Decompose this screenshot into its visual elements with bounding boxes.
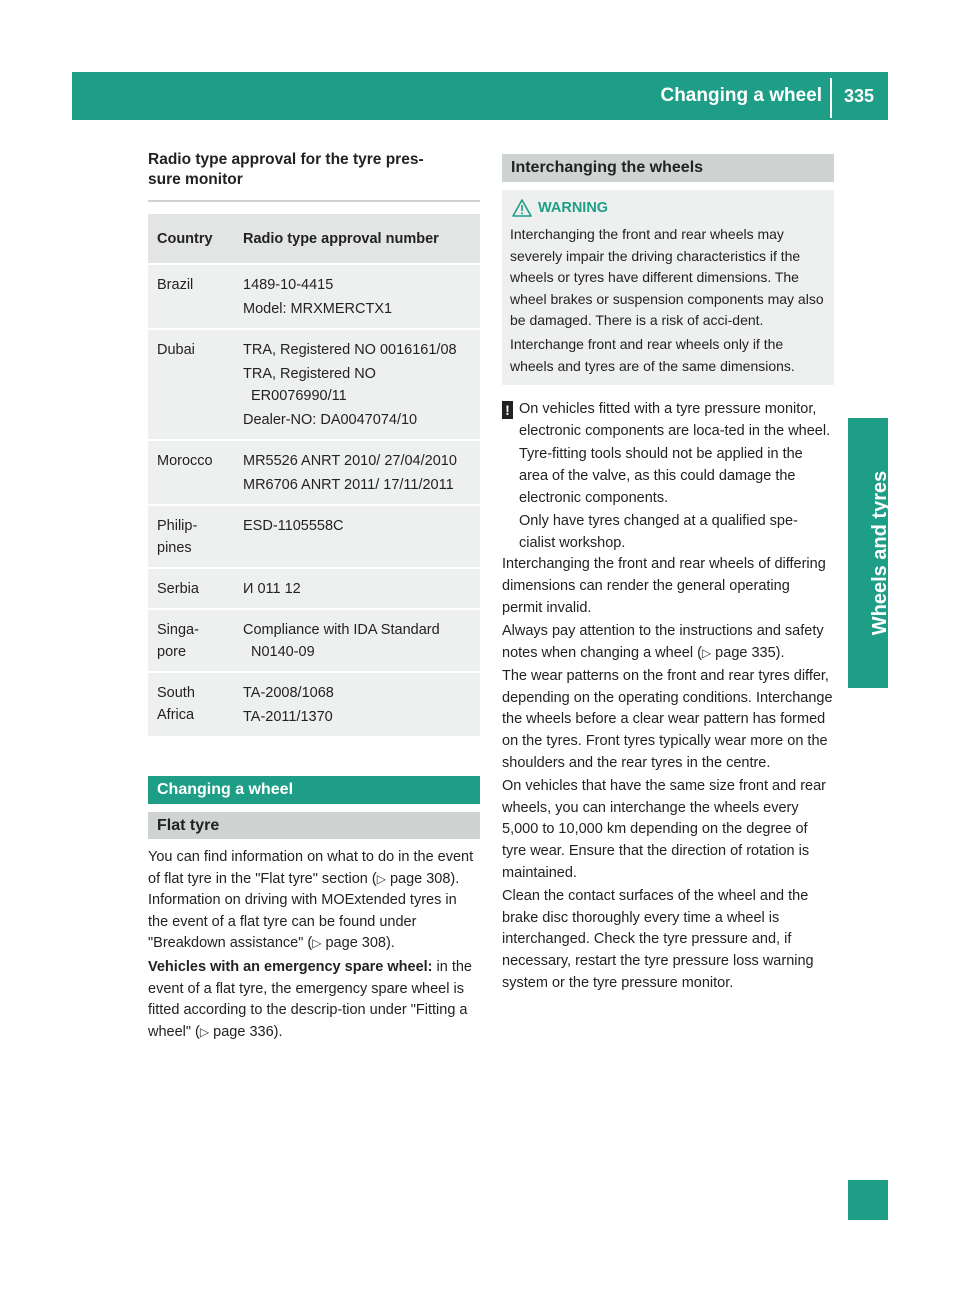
approval-cell [234, 672, 480, 737]
text-run: page 335). [711, 644, 785, 661]
body-paragraph: Interchanging the front and rear wheels of differing dimensions can render the general operating permit invalid. [502, 556, 826, 616]
approval-number: MR5526 ANRT 2010/ 27/04/2010 [243, 453, 457, 469]
section-title-interchanging: Interchanging the wheels [502, 154, 834, 182]
warning-box [502, 190, 834, 385]
left-column [148, 150, 480, 1043]
warning-label: WARNING [538, 200, 609, 216]
country-cell: Morocco [148, 440, 234, 505]
page-number: 335 [843, 86, 875, 106]
radio-approval-title [148, 150, 480, 202]
table-row [148, 505, 480, 568]
table-row [148, 672, 480, 737]
right-column [502, 154, 834, 994]
approval-cell [234, 329, 480, 440]
page-ref-icon: ▷ [199, 1024, 210, 1039]
column-header-approval: Radio type approval number [234, 214, 480, 264]
chapter-title: Changing a wheel [660, 85, 822, 106]
body-paragraph: The wear patterns on the front and rear tyres differ, depending on the operating conditions. Interchange the wheels before a clear wear pattern has formed on the tyres. Front tyres typically wear more on the shoulders and the rear tyres in the centre. [502, 668, 833, 771]
section-title-changing-wheel: Changing a wheel [148, 776, 480, 804]
text-run: page 336). [209, 1023, 283, 1040]
exclamation-icon: ! [502, 401, 513, 419]
country-cell: South Africa [148, 672, 234, 737]
approval-cell [234, 568, 480, 609]
side-tab-label: Wheels and tyres [869, 470, 891, 636]
page-header [72, 72, 888, 120]
column-header-country: Country [148, 214, 234, 264]
side-tab [848, 418, 891, 688]
table-row [148, 329, 480, 440]
approval-cell [234, 505, 480, 568]
page-ref-icon: ▷ [376, 871, 386, 886]
table-row [148, 440, 480, 505]
table-row [148, 264, 480, 329]
notice-paragraph: Only have tyres changed at a qualified spe-cialist workshop. [519, 513, 798, 551]
approval-number: Model: MRXMERCTX1 [243, 301, 393, 317]
country-cell: Brazil [148, 264, 234, 329]
subsection-title-flat-tyre: Flat tyre [148, 812, 480, 839]
approval-number: ESD-1105558C [243, 518, 344, 534]
approval-number: TA-2008/1068 [243, 685, 334, 701]
interchange-text [502, 554, 834, 994]
page-ref-icon: ▷ [701, 645, 712, 660]
notice-block [502, 399, 834, 554]
body-paragraph: Clean the contact surfaces of the wheel and the brake disc thoroughly every time a wheel is interchanged. Check the tyre pressure and, if necessary, restart the tyre pressure loss warning system or the tyre pressure monitor. [502, 888, 814, 991]
radio-approval-title-text: Radio type approval for the tyre pres- sure monitor [148, 151, 424, 188]
text-run: in the event of a flat tyre, the emergency spare wheel is fitted according to the descrip-tion under "Fitting a wheel" ( [148, 958, 472, 1040]
text-run: Always pay attention to the instructions and safety notes when changing a wheel ( [502, 623, 824, 661]
approval-number: Dealer-NO: DA0047074/10 [243, 412, 418, 428]
text-run: You can find information on what to do in the event of flat tyre in the "Flat tyre" section ( [148, 849, 474, 887]
body-paragraph: On vehicles that have the same size front and rear wheels, you can interchange the wheels every 5,000 to 10,000 km depending on the degree of tyre wear. Ensure that the direction of rotation is maintained. [502, 778, 827, 881]
notice-paragraph: On vehicles fitted with a tyre pressure monitor, electronic components are loca-ted in the wheel. [519, 401, 831, 439]
country-cell: Singa- pore [148, 609, 234, 672]
approval-number: TRA, Registered NO 0016161/08 [243, 342, 457, 358]
body-paragraph [502, 621, 834, 664]
table-row [148, 568, 480, 609]
approval-cell [234, 440, 480, 505]
header-divider [830, 78, 832, 118]
country-cell: Philip- pines [148, 505, 234, 568]
warning-paragraph: Interchange front and rear wheels only if the wheels and tyres are of the same dimensions. [510, 335, 795, 374]
table-header-row [148, 214, 480, 264]
approval-number: TA-2011/1370 [243, 709, 333, 725]
approval-number: И 011 12 [243, 581, 301, 597]
warning-triangle-icon [512, 198, 532, 218]
country-cell: Dubai [148, 329, 234, 440]
text-run: page 308). [321, 935, 395, 952]
text-run: page 308). Information on driving with MOExtended tyres in the event of a flat tyre can be found under "Breakdown assistance" ( [148, 870, 460, 952]
side-marker [848, 1180, 888, 1220]
approval-cell [234, 264, 480, 329]
radio-approval-table [148, 214, 480, 738]
table-row [148, 609, 480, 672]
warning-paragraph: Interchanging the front and rear wheels may severely impair the driving characteristics if the wheels or tyres have different dimensions. The wheel brakes or suspension components may also be damaged. There is a risk of acci-dent. [510, 226, 824, 329]
approval-cell [234, 609, 480, 672]
warning-header [510, 198, 826, 218]
text-run-bold: Vehicles with an emergency spare wheel: [148, 958, 433, 975]
notice-paragraph: Tyre-fitting tools should not be applied in the area of the valve, as this could damage the electronic components. [519, 446, 803, 506]
spare-wheel-paragraph [148, 957, 480, 1043]
flat-tyre-paragraph [148, 847, 480, 955]
page-ref-icon: ▷ [312, 936, 322, 951]
approval-number: Compliance with IDA Standard N0140-09 [243, 622, 440, 660]
approval-number: 1489-10-4415 [243, 277, 334, 293]
country-cell: Serbia [148, 568, 234, 609]
approval-number: MR6706 ANRT 2011/ 17/11/2011 [243, 477, 454, 493]
flat-tyre-text [148, 847, 480, 1043]
approval-number: TRA, Registered NO ER0076990/11 [243, 366, 376, 404]
